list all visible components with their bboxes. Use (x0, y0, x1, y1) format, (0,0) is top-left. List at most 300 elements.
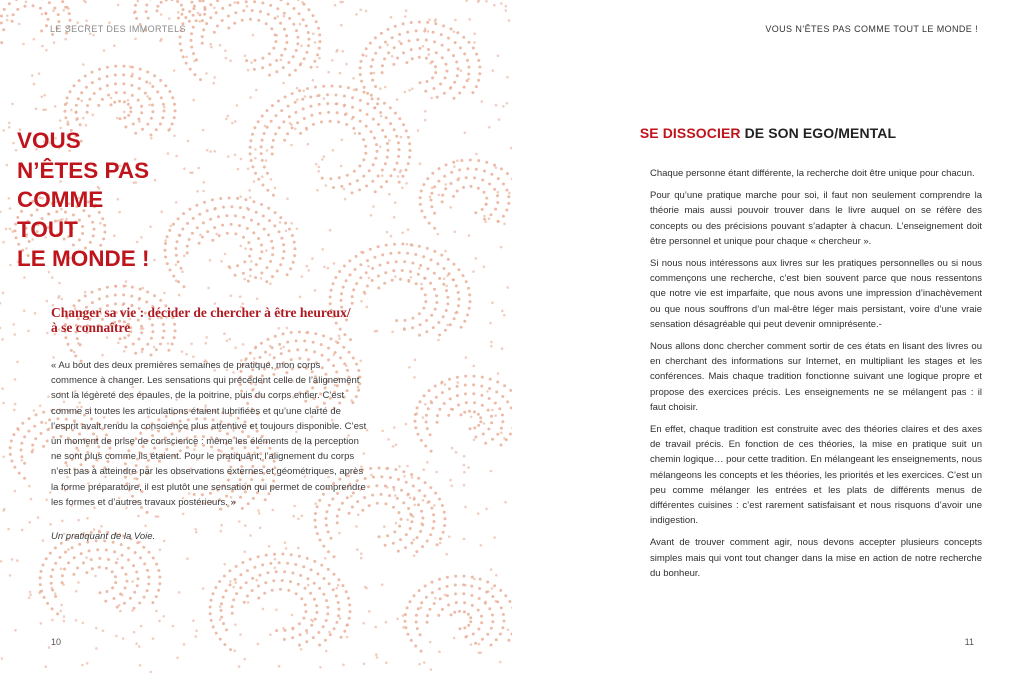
pattern-dot (148, 551, 151, 554)
pattern-dot (429, 282, 432, 285)
pattern-dot (403, 260, 406, 263)
pattern-dot (285, 547, 288, 550)
pattern-dot (424, 110, 427, 113)
pattern-dot (371, 279, 374, 282)
pattern-dot (308, 38, 311, 41)
pattern-dot (67, 343, 70, 346)
pattern-dot (435, 396, 438, 399)
pattern-dot (230, 205, 233, 208)
pattern-dot (230, 223, 233, 226)
pattern-dot (260, 244, 263, 247)
pattern-dot (9, 446, 12, 449)
pattern-dot (44, 108, 47, 111)
pattern-dot (430, 450, 433, 453)
pattern-dot (357, 513, 360, 516)
pattern-dot (349, 610, 352, 613)
pattern-dot (127, 99, 130, 102)
pattern-dot (379, 87, 382, 90)
pattern-dot (137, 515, 140, 518)
pattern-dot (285, 34, 288, 37)
pattern-dot (402, 501, 405, 504)
pattern-dot (291, 636, 294, 639)
pattern-dot (240, 158, 243, 161)
pattern-dot (64, 6, 67, 9)
pattern-dot (133, 631, 136, 634)
pattern-dot (424, 27, 427, 30)
pattern-dot (185, 56, 188, 59)
paragraph: Chaque personne étant différente, la recherche doit être unique pour chacun. (650, 168, 975, 179)
pattern-dot (507, 202, 510, 205)
pattern-dot (477, 628, 480, 631)
pattern-dot (356, 179, 359, 182)
pattern-dot (397, 175, 400, 178)
pattern-dot (418, 47, 421, 50)
pattern-dot (470, 416, 473, 419)
pattern-dot (106, 84, 109, 87)
pattern-dot (321, 177, 324, 180)
pattern-dot (405, 182, 408, 185)
pattern-dot (275, 609, 278, 612)
pattern-dot (422, 183, 425, 186)
pattern-dot (441, 504, 444, 507)
pattern-dot (222, 622, 225, 625)
pattern-dot (425, 319, 428, 322)
pattern-dot (46, 332, 49, 335)
pattern-dot (155, 610, 158, 613)
pattern-dot (221, 7, 224, 10)
pattern-dot (320, 121, 323, 124)
pattern-dot (171, 0, 174, 1)
pattern-dot (453, 97, 456, 100)
pattern-dot (270, 240, 273, 243)
pattern-dot (325, 619, 328, 622)
pattern-dot (317, 631, 320, 634)
pattern-dot (333, 627, 336, 630)
pattern-dot (202, 0, 205, 2)
pattern-dot (366, 306, 369, 309)
pattern-dot (424, 445, 427, 448)
pattern-dot (429, 195, 432, 198)
pattern-dot (475, 168, 478, 171)
pattern-dot (416, 412, 419, 415)
pattern-dot (380, 115, 383, 118)
pattern-dot (387, 28, 390, 31)
pattern-dot (477, 512, 480, 515)
pattern-dot (40, 30, 43, 33)
pattern-dot (121, 566, 124, 569)
pattern-dot (267, 338, 270, 341)
pattern-dot (322, 248, 325, 251)
pattern-dot (285, 230, 288, 233)
pattern-dot (424, 293, 427, 296)
pattern-dot (478, 597, 481, 600)
pattern-dot (313, 582, 316, 585)
pattern-dot (481, 100, 484, 103)
pattern-dot (424, 119, 427, 122)
pattern-dot (496, 194, 499, 197)
pattern-dot (331, 85, 334, 88)
pattern-dot (345, 112, 348, 115)
pattern-dot (257, 585, 260, 588)
pattern-dot (54, 592, 57, 595)
pattern-dot (270, 120, 273, 123)
pattern-dot (269, 345, 272, 348)
pattern-dot (307, 31, 310, 34)
pattern-dot (394, 112, 397, 115)
pattern-dot (146, 569, 149, 572)
pattern-dot (66, 102, 69, 105)
pattern-dot (2, 509, 5, 512)
pattern-dot (318, 587, 321, 590)
pattern-dot (429, 62, 432, 65)
pattern-dot (307, 584, 310, 587)
pattern-dot (209, 43, 212, 46)
pattern-dot (463, 484, 466, 487)
pattern-dot (327, 550, 330, 553)
pattern-dot (254, 276, 257, 279)
pattern-dot (443, 524, 446, 527)
pattern-dot (249, 196, 252, 199)
pattern-dot (269, 633, 272, 636)
pattern-dot (339, 1, 342, 4)
pattern-dot (238, 665, 241, 668)
pattern-dot (23, 435, 26, 438)
pattern-dot (20, 449, 23, 452)
pattern-dot (405, 423, 408, 426)
pattern-dot (449, 397, 452, 400)
pattern-dot (250, 61, 253, 64)
pattern-dot (23, 462, 26, 465)
pattern-dot (490, 627, 493, 630)
pattern-dot (430, 199, 433, 202)
pattern-dot (60, 542, 63, 545)
pattern-dot (209, 612, 212, 615)
pattern-dot (173, 69, 176, 72)
pattern-dot (28, 417, 31, 420)
pattern-dot (362, 622, 365, 625)
pattern-dot (107, 558, 110, 561)
pattern-dot (247, 601, 250, 604)
pattern-dot (376, 150, 379, 153)
pattern-dot (371, 79, 374, 82)
pattern-dot (446, 594, 449, 597)
pattern-dot (501, 420, 504, 423)
pattern-dot (75, 590, 78, 593)
pattern-dot (278, 126, 281, 129)
pattern-dot (374, 157, 377, 160)
pattern-dot (435, 301, 438, 304)
pattern-dot (465, 280, 468, 283)
pattern-dot (248, 189, 251, 192)
pattern-dot (9, 453, 12, 456)
pattern-dot (477, 413, 480, 416)
pattern-dot (226, 340, 229, 343)
pattern-dot (410, 276, 413, 279)
pattern-dot (335, 594, 338, 597)
pattern-dot (360, 300, 363, 303)
pattern-dot (269, 354, 272, 357)
pattern-dot (113, 101, 116, 104)
pattern-dot (406, 518, 409, 521)
pattern-dot (121, 554, 124, 557)
pattern-dot (69, 90, 72, 93)
pattern-dot (35, 413, 38, 416)
pattern-dot (402, 470, 405, 473)
pattern-dot (234, 346, 237, 349)
pattern-dot (246, 5, 249, 8)
pattern-dot (300, 597, 303, 600)
pattern-dot (274, 211, 277, 214)
pattern-dot (467, 66, 470, 69)
pattern-dot (286, 2, 289, 5)
pattern-dot (183, 643, 186, 646)
pattern-dot (420, 606, 423, 609)
pattern-dot (122, 82, 125, 85)
pattern-dot (407, 162, 410, 165)
pattern-dot (177, 11, 180, 14)
pattern-dot (290, 222, 293, 225)
pattern-dot (377, 287, 380, 290)
pattern-dot (171, 343, 174, 346)
pattern-dot (370, 72, 373, 75)
pattern-dot (409, 270, 412, 273)
pattern-dot (210, 599, 213, 602)
pattern-dot (85, 556, 88, 559)
pattern-dot (413, 376, 416, 379)
pattern-dot (374, 626, 377, 629)
pattern-dot (299, 296, 302, 299)
pattern-dot (257, 223, 260, 226)
pattern-dot (374, 36, 377, 39)
pattern-dot (359, 263, 362, 266)
pattern-dot (175, 279, 178, 282)
pattern-dot (454, 231, 457, 234)
pattern-dot (283, 139, 286, 142)
pattern-dot (453, 81, 456, 84)
pattern-dot (269, 562, 272, 565)
pattern-dot (85, 20, 88, 23)
pattern-dot (0, 22, 3, 25)
pattern-dot (462, 186, 465, 189)
pattern-dot (359, 73, 362, 76)
pattern-dot (332, 354, 335, 357)
pattern-dot (253, 566, 256, 569)
pattern-dot (487, 428, 490, 431)
pattern-dot (380, 493, 383, 496)
pattern-dot (405, 61, 408, 64)
pattern-dot (490, 415, 493, 418)
pattern-dot (480, 621, 483, 624)
pattern-dot (82, 63, 85, 66)
pattern-dot (315, 163, 318, 166)
pattern-dot (314, 86, 317, 89)
pattern-dot (150, 337, 153, 340)
pattern-dot (18, 23, 21, 26)
pattern-dot (123, 602, 126, 605)
pattern-dot (45, 499, 48, 502)
pattern-dot (482, 433, 485, 436)
pattern-dot (299, 132, 302, 135)
pattern-dot (409, 527, 412, 530)
pattern-dot (403, 327, 406, 330)
pattern-dot (384, 544, 387, 547)
pattern-dot (262, 184, 265, 187)
pattern-dot (75, 119, 78, 122)
pattern-dot (312, 123, 315, 126)
pattern-dot (438, 277, 441, 280)
pattern-dot (441, 194, 444, 197)
pattern-dot (430, 192, 433, 195)
pattern-dot (486, 633, 489, 636)
pattern-dot (314, 289, 317, 292)
pattern-dot (257, 237, 260, 240)
pattern-dot (319, 112, 322, 115)
pattern-dot (477, 79, 480, 82)
pattern-dot (84, 75, 87, 78)
pattern-dot (377, 123, 380, 126)
pattern-dot (257, 178, 260, 181)
pattern-dot (501, 626, 504, 629)
pattern-dot (296, 228, 299, 231)
pattern-dot (388, 139, 391, 142)
pattern-dot (466, 59, 469, 62)
pattern-dot (101, 98, 104, 101)
pattern-dot (443, 175, 446, 178)
pattern-dot (493, 536, 496, 539)
pattern-dot (437, 339, 440, 342)
pattern-dot (69, 19, 72, 22)
pattern-dot (327, 530, 330, 533)
pattern-dot (395, 522, 398, 525)
pattern-dot (51, 607, 54, 610)
pattern-dot (431, 581, 434, 584)
pattern-dot (423, 216, 426, 219)
pattern-dot (39, 7, 42, 10)
pattern-dot (62, 583, 65, 586)
pattern-dot (274, 187, 277, 190)
pattern-dot (421, 517, 424, 520)
pattern-dot (404, 546, 407, 549)
pattern-dot (78, 79, 81, 82)
pattern-dot (123, 116, 126, 119)
pattern-dot (410, 48, 413, 51)
pattern-dot (103, 49, 106, 52)
pattern-dot (45, 665, 48, 668)
pattern-dot (239, 633, 242, 636)
pattern-dot (499, 633, 502, 636)
pattern-dot (374, 190, 377, 193)
pattern-dot (393, 426, 396, 429)
pattern-dot (38, 72, 41, 75)
pattern-dot (441, 200, 444, 203)
pattern-dot (458, 92, 461, 95)
pattern-dot (287, 61, 290, 64)
pattern-dot (341, 50, 344, 53)
pattern-dot (409, 149, 412, 152)
pattern-dot (485, 0, 488, 3)
pattern-dot (249, 96, 252, 99)
pattern-dot (184, 16, 187, 19)
pattern-dot (456, 74, 459, 77)
pattern-dot (41, 96, 44, 99)
pattern-dot (385, 244, 388, 247)
pattern-dot (134, 352, 137, 355)
pattern-dot (337, 578, 340, 581)
pattern-dot (454, 41, 457, 44)
pattern-dot (327, 267, 330, 270)
pattern-dot (39, 576, 42, 579)
pattern-dot (66, 96, 69, 99)
pattern-dot (75, 104, 78, 107)
pattern-dot (192, 14, 195, 17)
pattern-dot (119, 610, 122, 613)
pattern-dot (163, 292, 166, 295)
pattern-dot (294, 111, 297, 114)
pattern-dot (219, 197, 222, 200)
pattern-dot (138, 87, 141, 90)
pattern-dot (445, 285, 448, 288)
pattern-dot (490, 470, 493, 473)
pattern-dot (274, 40, 277, 43)
pattern-dot (28, 485, 31, 488)
pattern-dot (249, 275, 252, 278)
pattern-dot (410, 21, 413, 24)
pattern-dot (318, 57, 321, 60)
pattern-dot (6, 164, 9, 167)
pattern-dot (354, 132, 357, 135)
section-title (512, 125, 1024, 141)
pattern-dot (343, 95, 346, 98)
pattern-dot (420, 601, 423, 604)
pattern-dot (471, 91, 474, 94)
pattern-dot (234, 11, 237, 14)
pattern-dot (131, 580, 134, 583)
pattern-dot (467, 73, 470, 76)
pattern-dot (244, 278, 247, 281)
pattern-dot (408, 366, 411, 369)
pattern-dot (16, 8, 19, 11)
pattern-dot (359, 120, 362, 123)
pattern-dot (132, 564, 135, 567)
pattern-dot (305, 349, 308, 352)
pattern-dot (475, 53, 478, 56)
pattern-dot (73, 556, 76, 559)
pattern-dot (437, 233, 440, 236)
pattern-dot (1, 387, 4, 390)
pattern-dot (438, 408, 441, 411)
pattern-dot (127, 103, 130, 106)
pattern-dot (296, 42, 299, 45)
pattern-dot (258, 512, 261, 515)
pattern-dot (464, 132, 467, 135)
pattern-dot (231, 605, 234, 608)
pattern-dot (312, 79, 315, 82)
pattern-dot (437, 180, 440, 183)
pattern-dot (31, 74, 34, 77)
pattern-dot (481, 638, 484, 641)
pattern-dot (113, 597, 116, 600)
epigraph-signature: Un pratiquant de la Voie. (51, 531, 156, 542)
pattern-dot (375, 143, 378, 146)
pattern-dot (408, 156, 411, 159)
pattern-dot (478, 652, 481, 655)
pattern-dot (63, 568, 66, 571)
pattern-dot (280, 352, 283, 355)
pattern-dot (161, 116, 164, 119)
pattern-dot (339, 72, 342, 75)
epigraph-quote (51, 358, 369, 510)
pattern-dot (86, 111, 89, 114)
